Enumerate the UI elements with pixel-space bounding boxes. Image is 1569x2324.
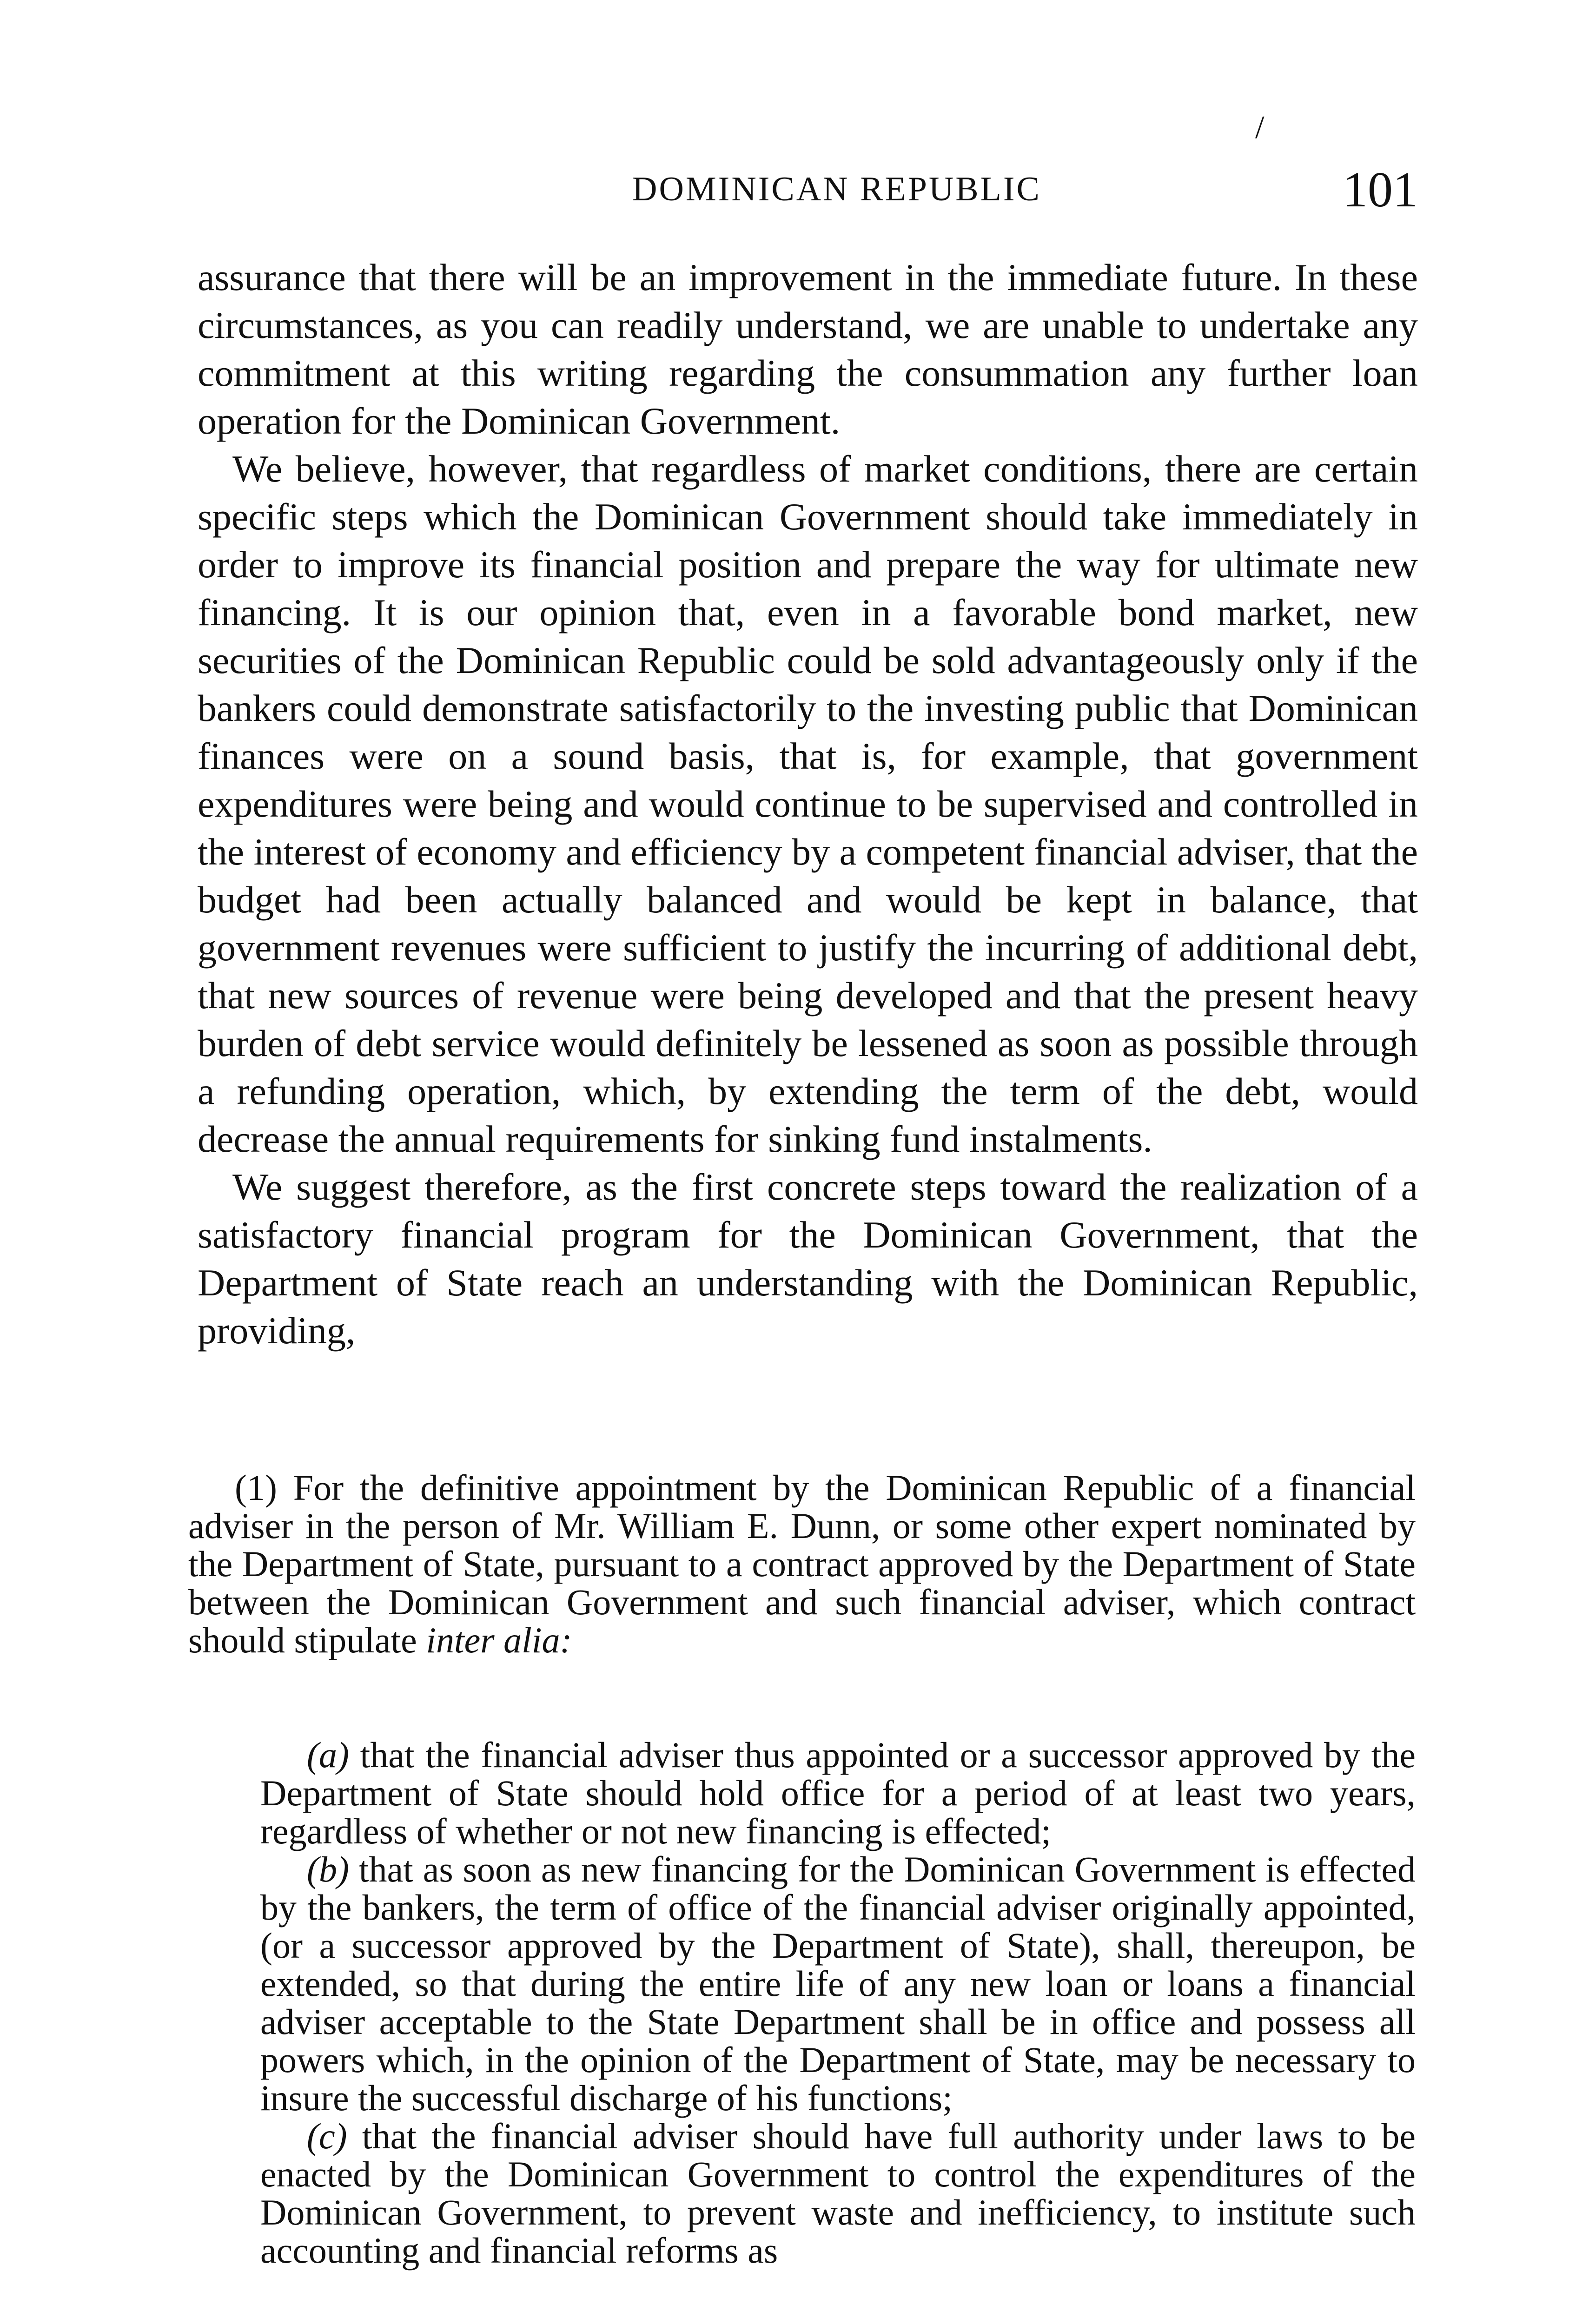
subclause-b <box>260 1850 1416 2117</box>
clause-1-text <box>188 1469 1416 1659</box>
running-head: DOMINICAN REPUBLIC <box>632 170 1041 208</box>
subclause-c-marker: (c) <box>307 2116 347 2156</box>
subclause-a-marker: (a) <box>307 1735 349 1775</box>
subclause-list <box>260 1736 1416 2270</box>
paragraph-market-conditions: We believe, however, that regardless of market conditions, there are certain specific steps which the Dominican Government should take immediately in order to improve its financial position and prepare the way for ultimate new financing. It is our opinion that, even in a favorable bond market, new securities of the Dominican Republic could be sold advantageously only if the bankers could demonstrate satisfactorily to the investing public that Dominican finances were on a sound basis, that is, for example, that government expenditures were being and would continue to be supervised and controlled in the interest of economy and efficiency by a competent financial adviser, that the budget had been actually balanced and would be kept in balance, that government revenues were sufficient to justify the incurring of additional debt, that new sources of revenue were being developed and that the present heavy burden of debt service would definitely be lessened as soon as possible through a refunding operation, which, by extending the term of the debt, would decrease the annual requirements for sinking fund instalments. <box>198 448 1418 1160</box>
clause-1-marker: (1) <box>235 1467 277 1508</box>
subclause-a <box>260 1736 1416 1850</box>
subclause-c-text: that the financial adviser should have full authority under laws to be enacted by the Dominican Government to control the expenditures of the Dominican Government, to prevent waste and inefficiency, to institute such accounting and financial reforms as <box>260 2116 1416 2271</box>
clause-1-body: For the definitive appointment by the Dominican Republic of a financial adviser in the person of Mr. William E. Dunn, or some other expert nominated by the Department of State, pursuant to a contract approved by the Department of State between the Dominican Government and such financial adviser, which contract should stipulate <box>188 1467 1416 1660</box>
subclause-b-marker: (b) <box>307 1849 349 1889</box>
stray-mark: / <box>1255 110 1264 145</box>
subclause-a-text: that the financial adviser thus appointed or a successor approved by the Department of State should hold office for a period of at least two years, regardless of whether or not new financing is effected; <box>260 1735 1416 1851</box>
paragraph-continued: assurance that there will be an improvement in the immediate future. In these circumstances, as you can readily understand, we are unable to undertake any commitment at this writing regarding the consummation any further loan operation for the Dominican Government. <box>198 256 1418 442</box>
paragraph-suggestion: We suggest therefore, as the first concrete steps toward the realization of a satisfactory financial program for the Dominican Government, that the Department of State reach an understanding with the Dominican Republic, providing, <box>198 1166 1418 1352</box>
clause-1-emphasis: inter alia: <box>426 1620 572 1660</box>
clause-1 <box>188 1469 1416 1659</box>
letter-body <box>198 253 1418 1354</box>
subclause-c <box>260 2117 1416 2270</box>
page-number: 101 <box>1343 162 1418 218</box>
subclause-b-text: that as soon as new financing for the Dominican Government is effected by the bankers, the term of office of the financial adviser originally appointed, (or a successor approved by the Department of State), shall, thereupon, be extended, so that during the entire life of any new loan or loans a financial adviser acceptable to the State Department shall be in office and possess all powers which, in the opinion of the Department of State, may be necessary to insure the successful discharge of his functions; <box>260 1849 1416 2118</box>
